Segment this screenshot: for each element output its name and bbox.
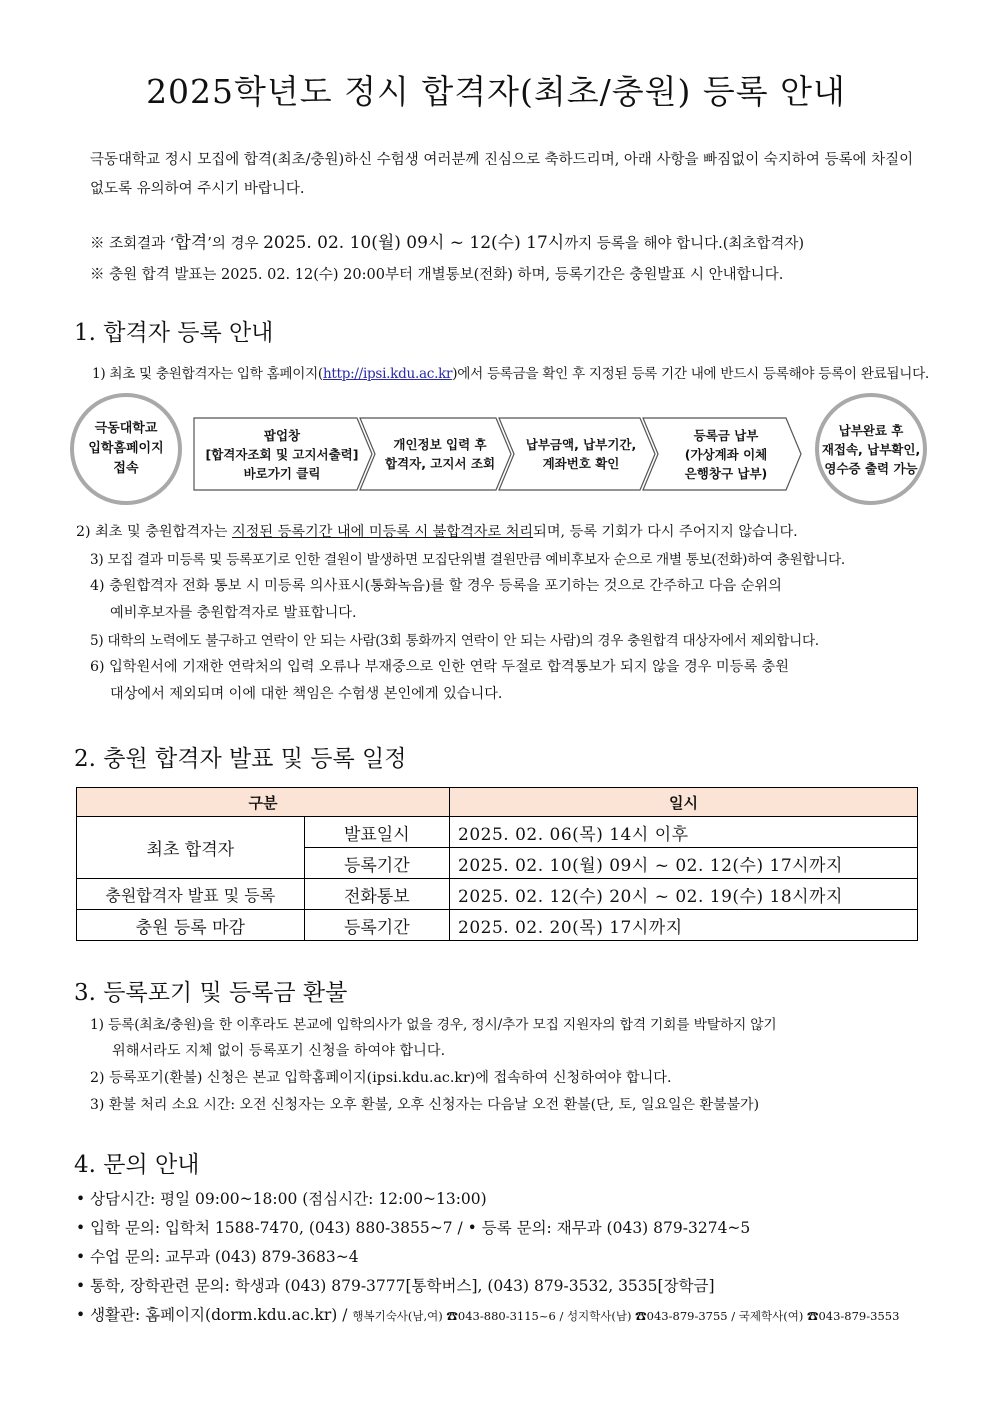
table-row xyxy=(77,817,918,848)
flow-step3-line2: 계좌번호 확인 xyxy=(542,456,620,471)
notice-first-pass xyxy=(90,228,925,253)
section1-item2 xyxy=(76,521,798,541)
contact-hours: • 상담시간: 평일 09:00~18:00 (점심시간: 12:00~13:00) xyxy=(76,1190,487,1208)
row-type: 발표일시 xyxy=(304,817,449,848)
ipsi-link[interactable]: http://ipsi.kdu.ac.kr xyxy=(322,366,453,382)
flow-step4-line3: 은행창구 납부) xyxy=(684,465,768,481)
flow-step3-line1: 납부금액, 납부기간, xyxy=(525,437,637,452)
notice-mid: ’의 경우 xyxy=(207,236,264,252)
flow-step-3 xyxy=(510,418,652,490)
section1-item1 xyxy=(92,362,929,382)
section3-heading: 3. 등록포기 및 등록금 환불 xyxy=(74,980,348,1006)
flow-start-line3: 접속 xyxy=(113,461,139,476)
section3-item1-line1: 1) 등록(최초/충원)을 한 이후라도 본교에 입학의사가 없을 경우, 정시/추가 모집 지원자의 합격 기회를 박탈하지 않기 xyxy=(90,1017,777,1033)
header-datetime: 일시 xyxy=(450,788,918,817)
table-header-row xyxy=(77,788,918,817)
section1-heading: 1. 합격자 등록 안내 xyxy=(74,320,274,346)
section1-item6-line2: 대상에서 제외되며 이에 대한 책임은 수험생 본인에게 있습니다. xyxy=(110,686,503,702)
contact-dormitory xyxy=(76,1303,899,1325)
flow-step2-line2: 합격자, 고지서 조회 xyxy=(384,456,496,471)
flow-end-circle xyxy=(815,393,927,505)
page-title: 2025학년도 정시 합격자(최초/충원) 등록 안내 xyxy=(146,72,846,111)
notice-suffix: 까지 등록을 해야 합니다.(최초합격자) xyxy=(564,236,805,252)
notice-additional: ※ 충원 합격 발표는 2025. 02. 12(수) 20:00부터 개별통보(전화) 하며, 등록기간은 충원발표 시 안내합니다. xyxy=(90,267,784,283)
section3-item2: 2) 등록포기(환불) 신청은 본교 입학홈페이지(ipsi.kdu.ac.kr)에 접속하여 신청하여야 합니다. xyxy=(90,1070,672,1086)
section1-item5: 5) 대학의 노력에도 불구하고 연락이 안 되는 사람(3회 통화까지 연락이 안 되는 사람)의 경우 충원합격 대상자에서 제외합니다. xyxy=(90,633,819,649)
item1-text-post: )에서 등록금을 확인 후 지정된 등록 기간 내에 반드시 등록해야 등록이 완료됩니다. xyxy=(452,366,929,382)
flow-step-1 xyxy=(194,418,370,490)
intro-paragraph: 극동대학교 정시 모집에 합격(최초/충원)하신 수험생 여러분께 진심으로 축하드리며, 아래 사항을 빠짐없이 숙지하여 등록에 차질이 없도록 유의하여 주시기 바랍니다. xyxy=(90,152,914,197)
dorm-phone-list: 행복기숙사(남,여) ☎043-880-3115~6 / 성지학사(남) ☎043-879-3755 / 국제학사(여) ☎043-879-3553 xyxy=(352,1309,900,1323)
flow-start-line1: 극동대학교 xyxy=(94,421,158,436)
dorm-main-text: • 생활관: 홈페이지(dorm.kdu.ac.kr) / xyxy=(76,1306,353,1324)
notice-prefix: ※ 조회결과 ‘ xyxy=(90,236,175,252)
row-date: 2025. 02. 12(수) 20시 ~ 02. 19(수) 18시까지 xyxy=(450,879,918,910)
flow-end-line3: 영수증 출력 가능 xyxy=(824,460,918,476)
section1-item3: 3) 모집 결과 미등록 및 등록포기로 인한 결원이 발생하면 모집단위별 결원만큼 예비후보자 순으로 개별 통보(전화)하여 충원합니다. xyxy=(90,552,845,568)
contact-admission-finance: • 입학 문의: 입학처 1588-7470, (043) 880-3855~7 / • 등록 문의: 재무과 (043) 879-3274~5 xyxy=(76,1219,751,1237)
section2-heading: 2. 충원 합격자 발표 및 등록 일정 xyxy=(74,746,407,772)
item2-text-pre: 2) 최초 및 충원합격자는 xyxy=(76,524,232,540)
schedule-table xyxy=(76,787,918,941)
row-group-first: 최초 합격자 xyxy=(77,817,305,879)
flow-step2-line1: 개인정보 입력 후 xyxy=(393,437,487,452)
flow-end-line2: 재접속, 납부확인, xyxy=(821,441,921,457)
notice-date: 2025. 02. 10(월) 09시 ~ 12(수) 17시 xyxy=(263,233,565,253)
section1-item4-line1: 4) 충원합격자 전화 통보 시 미등록 의사표시(통화녹음)를 할 경우 등록을 포기하는 것으로 간주하고 다음 순위의 xyxy=(90,578,782,594)
registration-flow-diagram xyxy=(70,390,930,515)
flow-step1-line2: [합격자조회 및 고지서출력] xyxy=(205,446,359,462)
contact-academic: • 수업 문의: 교무과 (043) 879-3683~4 xyxy=(76,1248,359,1266)
flow-step-4 xyxy=(654,418,798,490)
flow-step1-line1: 팝업창 xyxy=(263,427,301,443)
flow-start-circle xyxy=(70,393,182,505)
flow-step4-line2: (가상계좌 이체 xyxy=(684,446,768,462)
row-type: 등록기간 xyxy=(304,848,449,879)
row-date: 2025. 02. 06(목) 14시 이후 xyxy=(450,817,918,848)
row-type: 등록기간 xyxy=(304,910,449,941)
item1-text-pre: 1) 최초 및 충원합격자는 입학 홈페이지( xyxy=(92,366,323,382)
item2-text-post: 되며, 등록 기회가 다시 주어지지 않습니다. xyxy=(533,524,798,540)
row-group-additional: 충원합격자 발표 및 등록 xyxy=(77,879,305,910)
flow-step4-line1: 등록금 납부 xyxy=(693,427,759,443)
flow-start-line2: 입학홈페이지 xyxy=(88,441,164,456)
table-row xyxy=(77,879,918,910)
row-date: 2025. 02. 10(월) 09시 ~ 02. 12(수) 17시까지 xyxy=(450,848,918,879)
section1-item4-line2: 예비후보자를 충원합격자로 발표합니다. xyxy=(110,605,357,621)
section3-item3: 3) 환불 처리 소요 시간: 오전 신청자는 오후 환불, 오후 신청자는 다음날 오전 환불(단, 토, 일요일은 환불불가) xyxy=(90,1097,760,1113)
row-group-deadline: 충원 등록 마감 xyxy=(77,910,305,941)
contact-student-affairs: • 통학, 장학관련 문의: 학생과 (043) 879-3777[통학버스], (043) 879-3532, 3535[장학금] xyxy=(76,1277,715,1295)
section1-item6-line1: 6) 입학원서에 기재한 연락처의 입력 오류나 부재중으로 인한 연락 두절로 합격통보가 되지 않을 경우 미등록 충원 xyxy=(90,659,789,675)
flow-step1-line3: 바로가기 클릭 xyxy=(243,465,321,481)
flow-end-line1: 납부완료 후 xyxy=(838,422,904,438)
notice-pass-word: 합격 xyxy=(174,233,208,253)
section4-heading: 4. 문의 안내 xyxy=(74,1152,200,1178)
item2-underlined: 지정된 등록기간 내에 미등록 시 불합격자로 처리 xyxy=(231,524,534,540)
flow-step-2 xyxy=(370,418,510,490)
row-date: 2025. 02. 20(목) 17시까지 xyxy=(450,910,918,941)
section3-item1-line2: 위해서라도 지체 없이 등록포기 신청을 하여야 합니다. xyxy=(112,1043,446,1059)
header-category: 구분 xyxy=(77,788,450,817)
table-row xyxy=(77,910,918,941)
row-type: 전화통보 xyxy=(304,879,449,910)
